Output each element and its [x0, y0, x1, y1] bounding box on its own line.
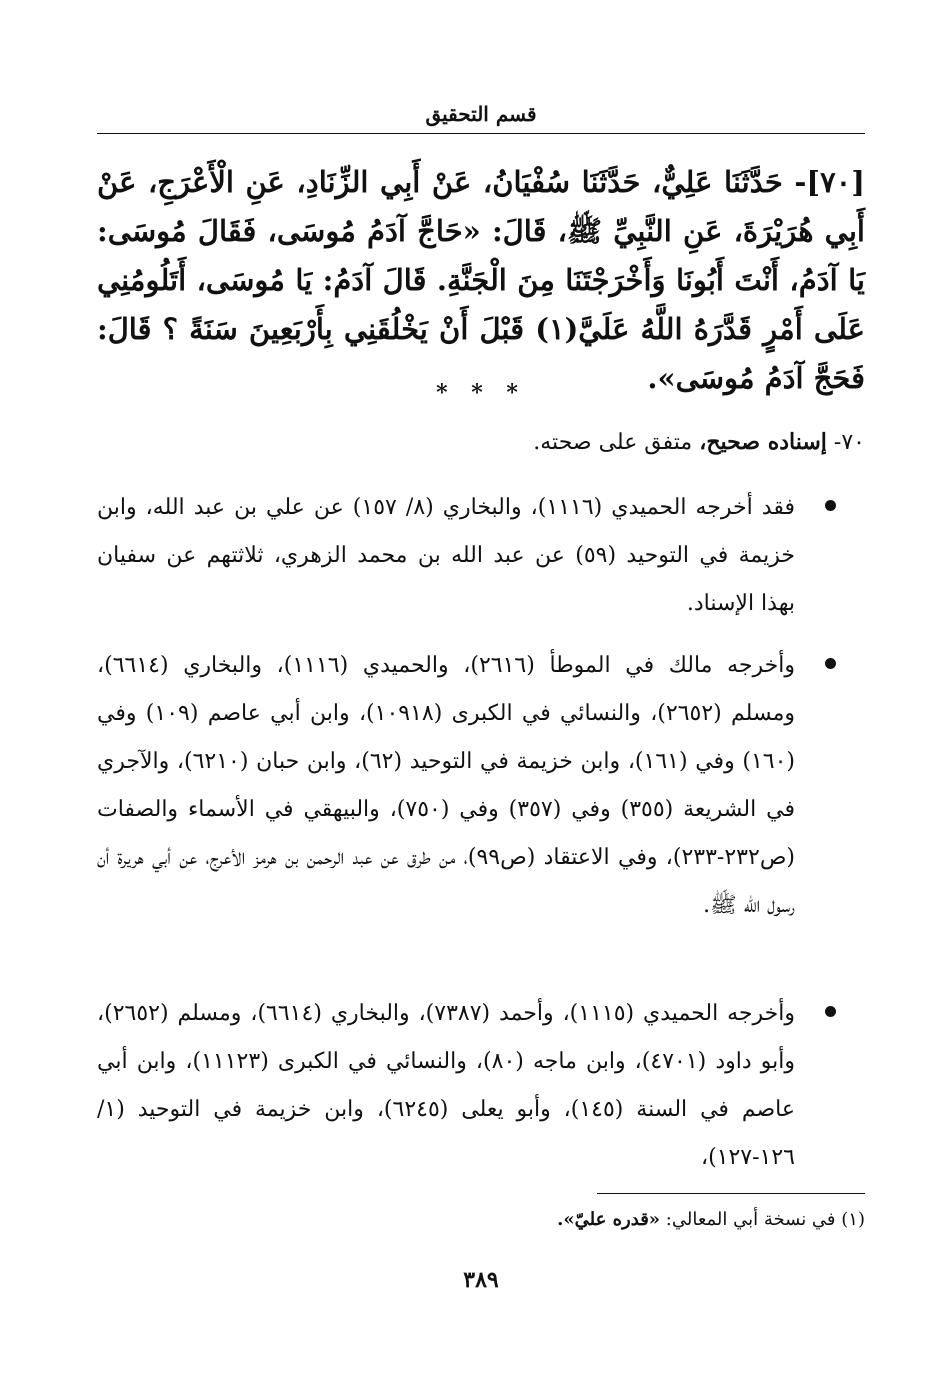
takhrij-item — [97, 642, 865, 930]
footnote-prefix: في نسخة أبي المعالي: — [665, 1209, 836, 1230]
takhrij-item — [97, 484, 865, 628]
takhrij-text: فقد أخرجه الحميدي (١١١٦)، والبخاري (٨/ ١٥٧) عن علي بن عبد الله، وابن خزيمة في التوحيد (٥٩) عن عبد الله بن محمد الزهري، ثلاثتهم عن سفيان بهذا الإسناد. — [97, 495, 796, 616]
verdict-label: إسناده صحيح، — [699, 429, 827, 455]
bullet-icon — [795, 484, 865, 628]
verdict-number: ٧٠- — [833, 430, 865, 455]
footnote-marker: (١) — [841, 1209, 865, 1230]
footnote-quote: «قدره عليّ». — [557, 1209, 661, 1230]
takhrij-item — [97, 990, 865, 1182]
footnote-divider — [597, 1193, 865, 1194]
hadith-text: [٧٠]- حَدَّثَنَا عَلِيٌّ، حَدَّثَنَا سُفْيَانُ، عَنْ أَبِي الزِّنَادِ، عَنِ الْأَعْرَجِ، عَنْ أَبِي هُرَيْرَةَ، عَنِ النَّبِيِّ ﷺ، قَالَ: «حَاجَّ آدَمُ مُوسَى، فَقَالَ مُوسَى: يَا آدَمُ، أَنْتَ أَبُونَا وَأَخْرَجْتَنَا مِنَ الْجَنَّةِ. قَالَ آدَمُ: يَا مُوسَى، أَتَلُومُنِي عَلَى أَمْرٍ قَدَّرَهُ اللَّهُ عَلَيَّ(١) قَبْلَ أَنْ يَخْلُقَنِي بِأَرْبَعِينَ سَنَةً ؟ قَالَ: فَحَجَّ آدَمُ مُوسَى». — [97, 165, 865, 395]
verdict-rest: متفق على صحته. — [533, 430, 693, 455]
page-number: ٣٨٩ — [463, 1267, 499, 1293]
bullet-icon — [795, 642, 865, 930]
takhrij-text: وأخرجه الحميدي (١١١٥)، وأحمد (٧٣٨٧)، والبخاري (٦٦١٤)، ومسلم (٢٦٥٢)، وأبو داود (٤٧٠١)، وابن ماجه (٨٠)، والنسائي في الكبرى (١١١٢٣)، وابن أبي عاصم في السنة (١٤٥)، وأبو يعلى (٦٢٤٥)، وابن خزيمة في التوحيد (١/ ١٢٦-١٢٧)، — [97, 1001, 796, 1170]
running-header — [97, 100, 865, 128]
bullet-icon — [795, 990, 865, 1182]
takhrij-text: وأخرجه مالك في الموطأ (٢٦١٦)، والحميدي (١١١٦)، والبخاري (٦٦١٤)، ومسلم (٢٦٥٢)، والنسائي في الكبرى (١٠٩١٨)، وابن أبي عاصم (١٠٩) وفي (١٦٠) وفي (١٦١)، وابن خزيمة في التوحيد (٦٢)، وابن حبان (٦٢١٠)، والآجري في الشريعة (٣٥٥) وفي (٣٥٧) وفي (٧٥٠)، والبيهقي في الأسماء والصفات (ص٢٣٢-٢٣٣)، وفي الاعتقاد (ص٩٩)، من طرق عن عبد الرحمن بن هرمز الأعرج، عن أبي هريرة أن رسول الله ﷺ. — [97, 653, 795, 918]
footnote — [97, 1205, 865, 1235]
verdict-line — [97, 424, 865, 461]
book-page — [97, 0, 865, 1385]
section-title: قسم التحقيق — [425, 102, 537, 126]
header-divider — [97, 133, 865, 134]
section-separator: * * * — [436, 380, 526, 406]
